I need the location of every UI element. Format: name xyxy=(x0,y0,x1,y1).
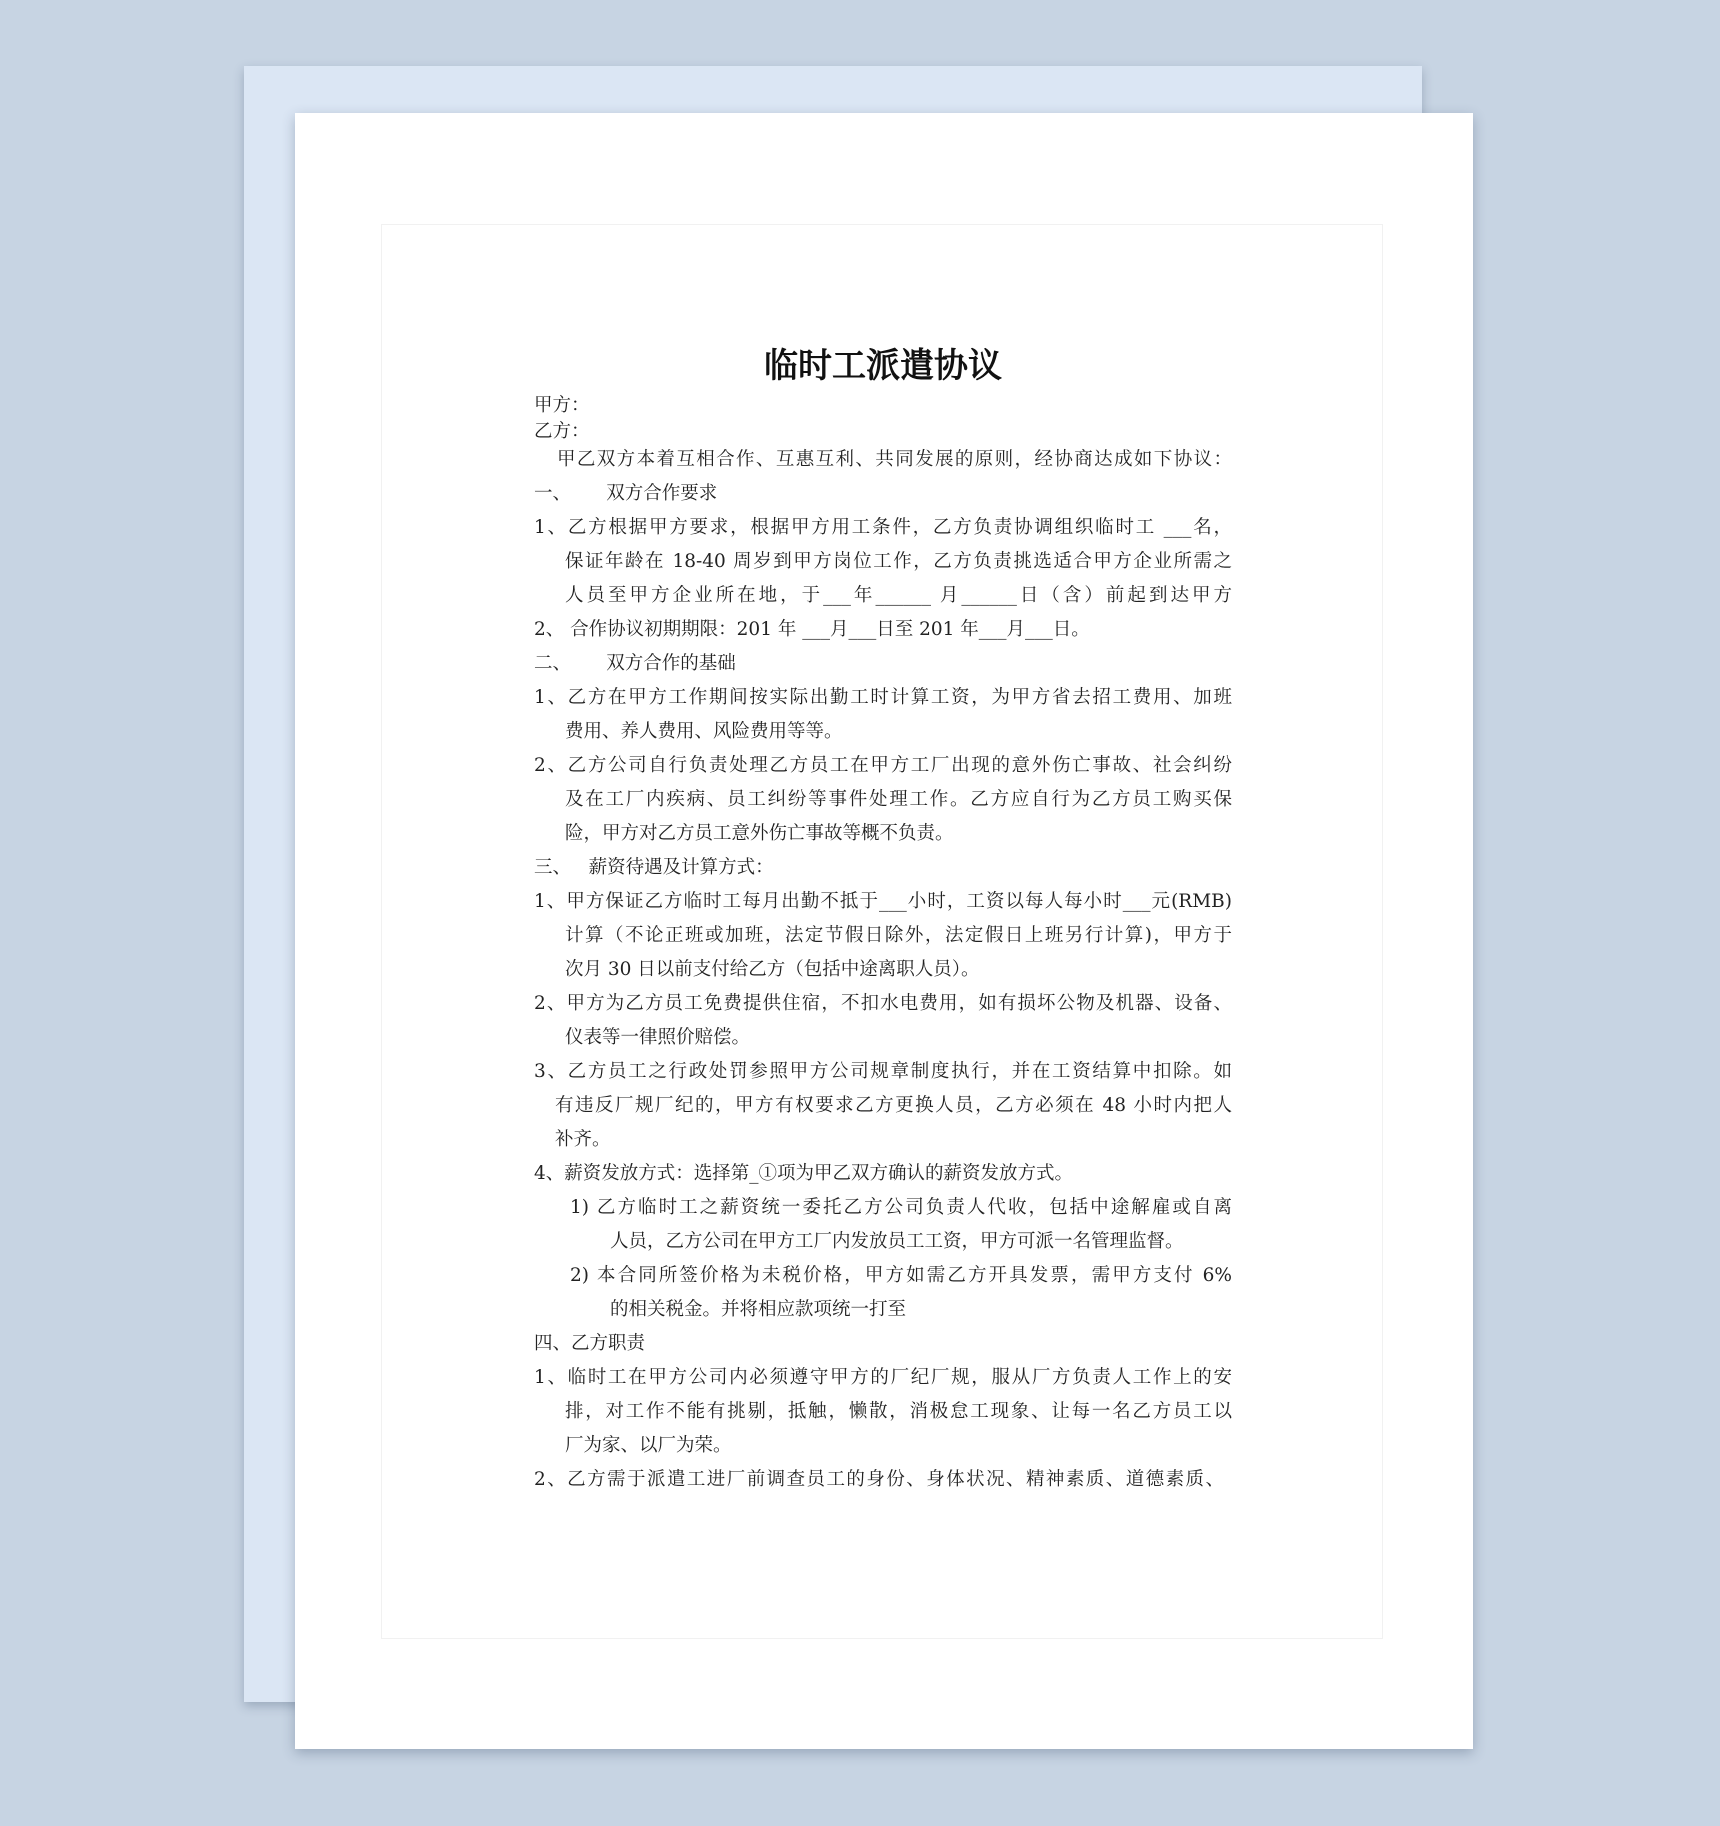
section-heading-4: 四、乙方职责 xyxy=(534,1333,646,1354)
party-a-line: 甲方： xyxy=(534,395,590,416)
section-heading-1: 一、 双方合作要求 xyxy=(534,483,718,504)
preamble-line: 甲乙双方本着互相合作、互惠互利、共同发展的原则，经协商达成如下协议： xyxy=(557,449,1232,470)
clause-line: 1、乙方在甲方工作期间按实际出勤工时计算工资，为甲方省去招工费用、加班 xyxy=(534,687,1232,708)
clause-line: 有违反厂规厂纪的，甲方有权要求乙方更换人员，乙方必须在 48 小时内把人 xyxy=(555,1095,1232,1116)
clause-line: 人员至甲方企业所在地，于___年______ 月______日（含）前起到达甲方 xyxy=(565,585,1232,606)
clause-line: 1、甲方保证乙方临时工每月出勤不抵于___小时，工资以每人每小时___元(RMB) xyxy=(534,891,1232,912)
clause-line: 1、临时工在甲方公司内必须遵守甲方的厂纪厂规，服从厂方负责人工作上的安 xyxy=(534,1367,1232,1388)
sub-item-line: 人员，乙方公司在甲方工厂内发放员工工资，甲方可派一名管理监督。 xyxy=(610,1231,1184,1252)
clause-line: 及在工厂内疾病、员工纠纷等事件处理工作。乙方应自行为乙方员工购买保 xyxy=(565,789,1232,810)
clause-line: 排，对工作不能有挑剔，抵触，懒散，消极怠工现象、让每一名乙方员工以 xyxy=(565,1401,1232,1422)
clause-line: 2、乙方需于派遣工进厂前调查员工的身份、身体状况、精神素质、道德素质、 xyxy=(534,1469,1224,1490)
clause-line: 费用、养人费用、风险费用等等。 xyxy=(565,721,843,742)
sub-item-line: 1) 乙方临时工之薪资统一委托乙方公司负责人代收，包括中途解雇或自离 xyxy=(570,1197,1232,1218)
sub-item-line: 2) 本合同所签价格为未税价格，甲方如需乙方开具发票，需甲方支付 6% xyxy=(570,1265,1232,1286)
document-title: 临时工派遣协议 xyxy=(764,346,1002,386)
clause-line: 保证年龄在 18-40 周岁到甲方岗位工作，乙方负责挑选适合甲方企业所需之 xyxy=(565,551,1232,572)
front-page-sheet xyxy=(295,113,1473,1749)
clause-line: 厂为家、以厂为荣。 xyxy=(565,1435,732,1456)
section-heading-3: 三、 薪资待遇及计算方式： xyxy=(534,857,774,878)
section-heading-2: 二、 双方合作的基础 xyxy=(534,653,736,674)
clause-line: 仪表等一律照价赔偿。 xyxy=(565,1027,751,1048)
clause-line: 1、乙方根据甲方要求，根据甲方用工条件，乙方负责协调组织临时工 ___名， xyxy=(534,517,1232,538)
clause-line: 次月 30 日以前支付给乙方（包括中途离职人员）。 xyxy=(565,959,980,980)
clause-line: 2、甲方为乙方员工免费提供住宿，不扣水电费用，如有损坏公物及机器、设备、 xyxy=(534,993,1232,1014)
clause-line: 3、乙方员工之行政处罚参照甲方公司规章制度执行，并在工资结算中扣除。如 xyxy=(534,1061,1232,1082)
clause-line: 4、薪资发放方式：选择第_①项为甲乙双方确认的薪资发放方式。 xyxy=(534,1163,1074,1184)
party-b-line: 乙方： xyxy=(534,421,590,442)
clause-line: 险，甲方对乙方员工意外伤亡事故等概不负责。 xyxy=(565,823,954,844)
clause-line: 2、乙方公司自行负责处理乙方员工在甲方工厂出现的意外伤亡事故、社会纠纷 xyxy=(534,755,1232,776)
clause-line: 2、 合作协议初期期限：201 年 ___月___日至 201 年___月___日。 xyxy=(534,619,1090,640)
sub-item-line: 的相关税金。并将相应款项统一打至 xyxy=(610,1299,907,1320)
clause-line: 补齐。 xyxy=(555,1129,611,1150)
clause-line: 计算（不论正班或加班，法定节假日除外，法定假日上班另行计算)，甲方于 xyxy=(565,925,1232,946)
